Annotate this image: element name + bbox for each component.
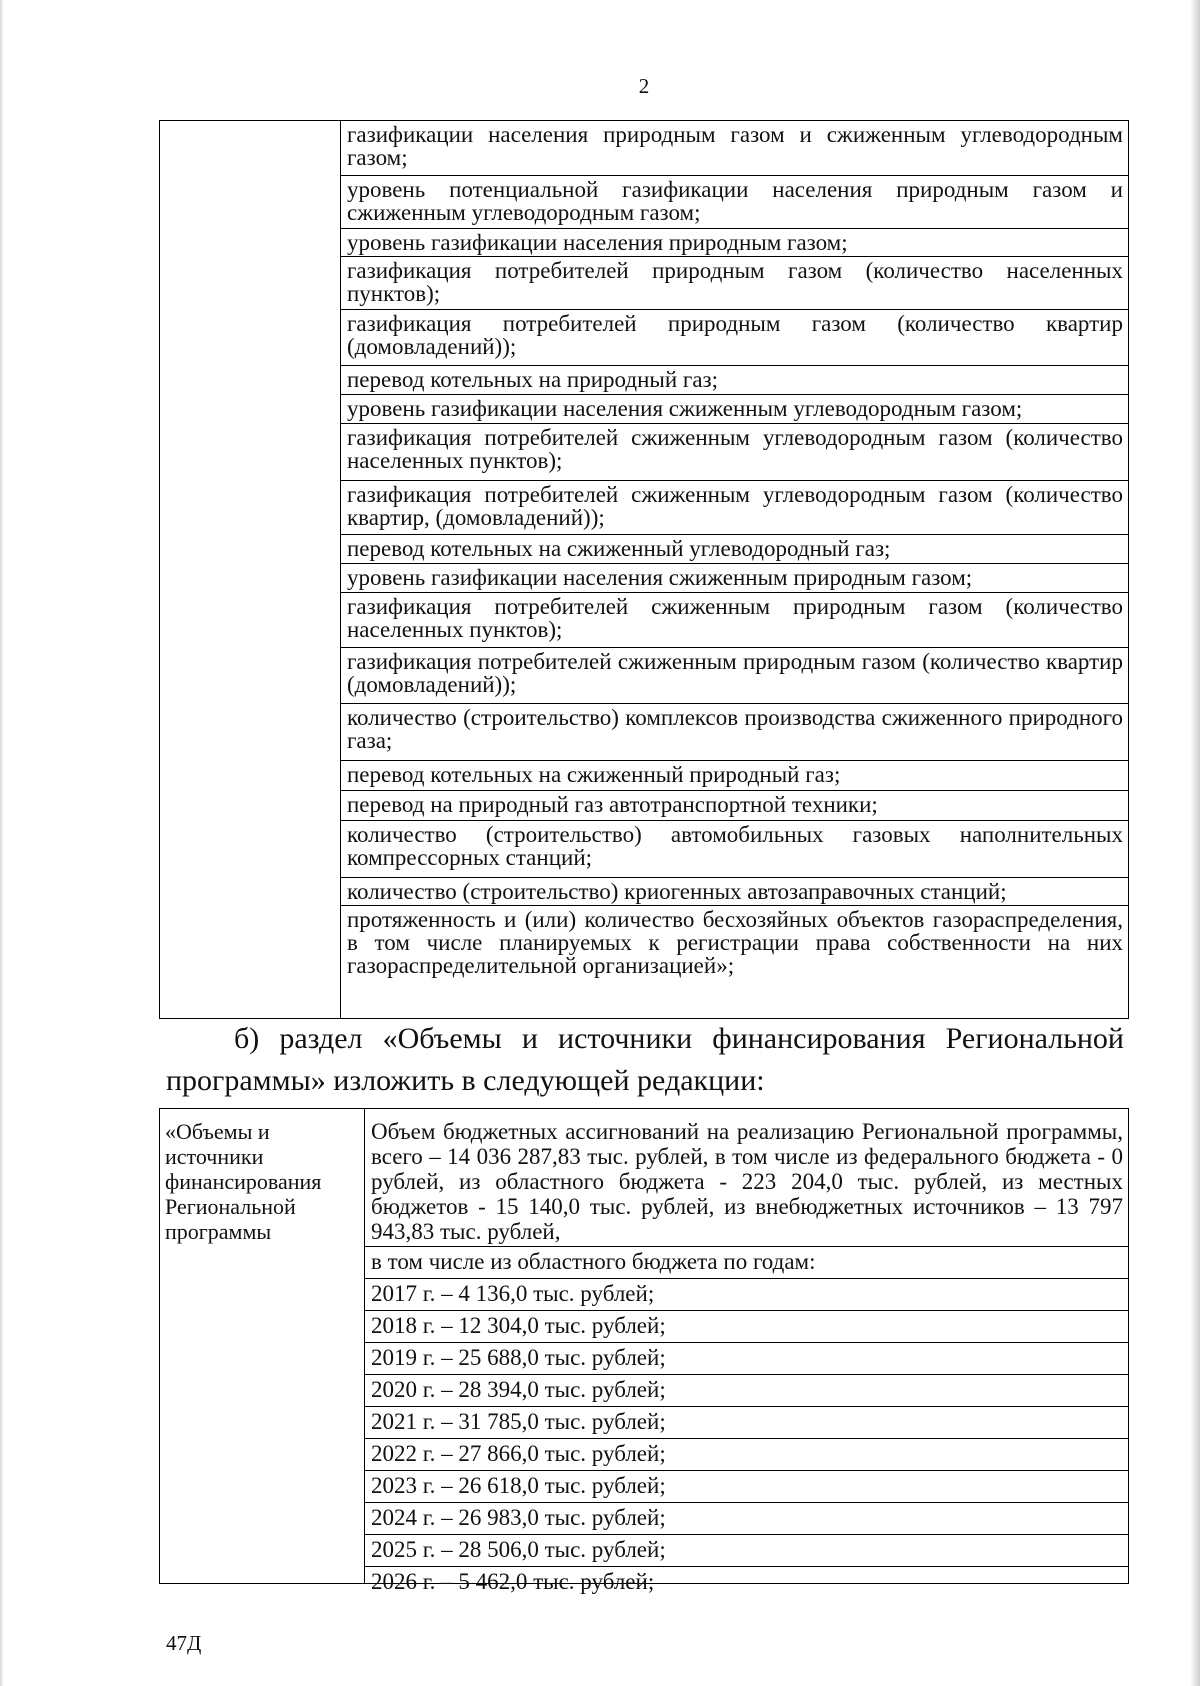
table-row: газификация потребителей сжиженным углеводородным газом (количество квартир, (домовладений));: [341, 481, 1128, 535]
table-row: уровень потенциальной газификации населения природным газом и сжиженным углеводородным газом;: [341, 176, 1128, 229]
indicators-table: [159, 120, 1129, 1019]
table-row: протяженность и (или) количество бесхозяйных объектов газораспределения, в том числе планируемых к регистрации права собственности на них газораспределительной организацией»;: [347, 907, 1123, 978]
table-row: уровень газификации населения сжиженным углеводородным газом;: [341, 395, 1128, 424]
table-row: количество (строительство) автомобильных газовых наполнительных компрессорных станций;: [341, 821, 1128, 878]
table-row: газификация потребителей сжиженным природным газом (количество населенных пунктов);: [341, 593, 1128, 648]
financing-content-cell: [365, 1117, 1128, 1594]
financing-table: [159, 1108, 1129, 1594]
page-number: 2: [638, 74, 650, 98]
table-row: перевод котельных на природный газ;: [341, 366, 1128, 395]
financing-label-cell: «Объемы и источники финансирования Региональной программы: [165, 1119, 322, 1244]
table-row: количество (строительство) комплексов производства сжиженного природного газа;: [341, 704, 1128, 761]
table-row: газификации населения природным газом и сжиженным углеводородным газом;: [341, 121, 1128, 176]
table-row: перевод котельных на сжиженный природный газ;: [341, 761, 1128, 791]
indicators-cell: [341, 121, 1128, 1018]
year-row: 2020 г. – 28 394,0 тыс. рублей;: [365, 1375, 1128, 1407]
financing-summary: Объем бюджетных ассигнований на реализацию Региональной программы, всего – 14 036 287,83 тыс. рублей, в том числе из федерального бюджета - 0 рублей, из областного бюджета - 223 204,0 тыс. рублей, из местных бюджетов - 15 140,0 тыс. рублей, из внебюджетных источников – 13 797 943,83 тыс. рублей,: [365, 1117, 1128, 1247]
year-row: 2026 г. – 5 462,0 тыс. рублей;: [371, 1569, 655, 1594]
document-code: 47Д: [166, 1631, 202, 1655]
table-row: газификация потребителей природным газом (количество населенных пунктов);: [341, 257, 1128, 310]
table-row: перевод на природный газ автотранспортной техники;: [341, 791, 1128, 821]
table-row: перевод котельных на сжиженный углеводородный газ;: [341, 535, 1128, 564]
year-row: 2023 г. – 26 618,0 тыс. рублей;: [365, 1471, 1128, 1503]
scan-edge-left: [0, 0, 4, 1686]
year-row: 2017 г. – 4 136,0 тыс. рублей;: [365, 1279, 1128, 1311]
paragraph-line-2: программы» изложить в следующей редакции:: [166, 1064, 765, 1097]
table-row: газификация потребителей сжиженным природным газом (количество квартир (домовладений));: [341, 648, 1128, 704]
year-row: 2024 г. – 26 983,0 тыс. рублей;: [365, 1503, 1128, 1535]
table-row: газификация потребителей природным газом (количество квартир (домовладений));: [341, 310, 1128, 366]
financing-subhead: в том числе из областного бюджета по годам:: [365, 1247, 1128, 1279]
year-row: 2025 г. – 28 506,0 тыс. рублей;: [365, 1535, 1128, 1567]
year-row: 2018 г. – 12 304,0 тыс. рублей;: [365, 1311, 1128, 1343]
table-row: уровень газификации населения природным газом;: [341, 229, 1128, 257]
table-row: газификация потребителей сжиженным углеводородным газом (количество населенных пунктов);: [341, 424, 1128, 481]
year-row: 2021 г. – 31 785,0 тыс. рублей;: [365, 1407, 1128, 1439]
paragraph-line-1: б) раздел «Объемы и источники финансирования Региональной: [234, 1022, 1124, 1055]
year-row: 2019 г. – 25 688,0 тыс. рублей;: [365, 1343, 1128, 1375]
scan-edge-right: [1190, 0, 1200, 1686]
table-row: количество (строительство) криогенных автозаправочных станций;: [341, 878, 1128, 906]
table-row: уровень газификации населения сжиженным природным газом;: [341, 564, 1128, 593]
year-row: 2022 г. – 27 866,0 тыс. рублей;: [365, 1439, 1128, 1471]
